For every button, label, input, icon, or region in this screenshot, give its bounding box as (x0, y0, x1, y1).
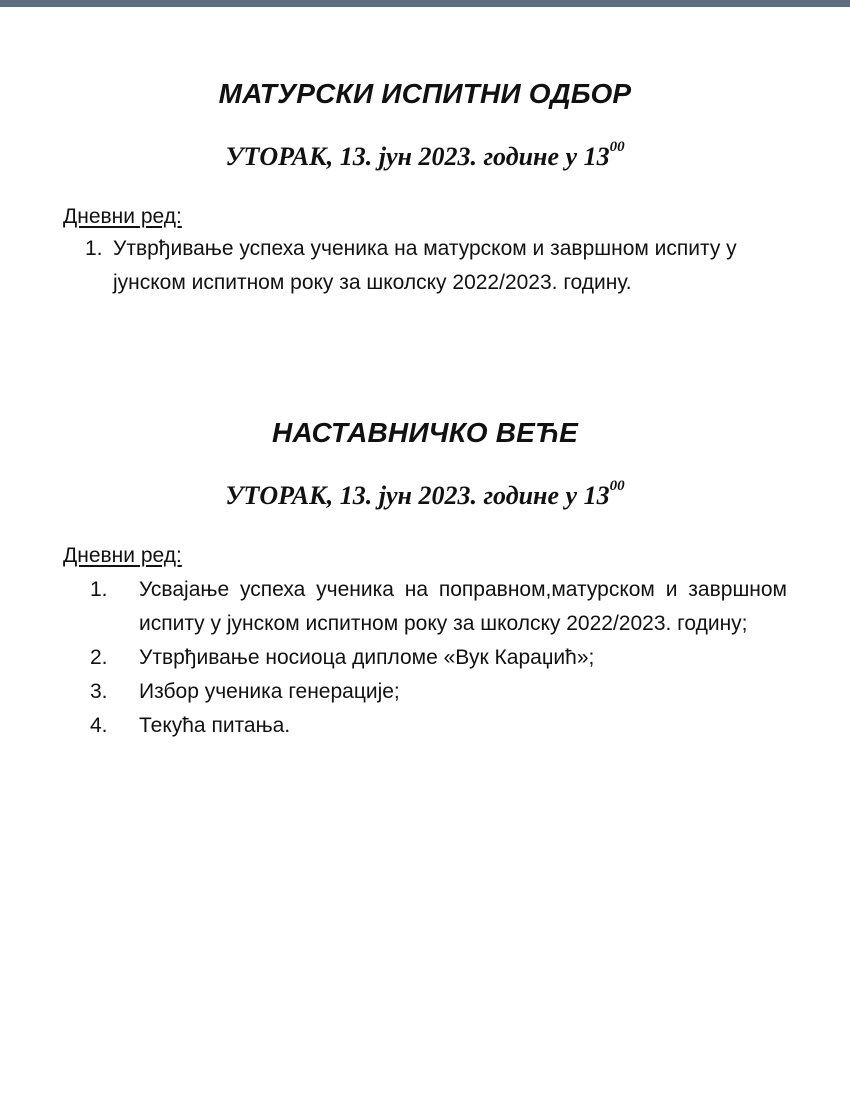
list-item-number: 3. (90, 680, 108, 703)
list-item (90, 675, 790, 709)
section1-agenda-label: Дневни ред: (63, 205, 182, 228)
section2-date-superscript: 00 (609, 478, 625, 495)
section2-title: НАСТАВНИЧКО ВЕЋЕ (272, 417, 578, 448)
section1-title: МАТУРСКИ ИСПИТНИ ОДБОР (218, 78, 632, 109)
list-item-text: Избор ученика генерације; (139, 680, 400, 703)
section1-agenda-list (85, 232, 805, 300)
list-item-text: Утврђивање носиоца дипломе «Вук Караџић»; (139, 646, 595, 669)
section1-date-superscript: 00 (609, 139, 625, 156)
list-item (90, 709, 790, 743)
section2-date (0, 478, 850, 511)
list-item (90, 573, 790, 641)
section1-date-text: УТОРАК, 13. јун 2023. године у 13 (225, 142, 610, 171)
section2-agenda-label: Дневни ред: (63, 544, 182, 567)
list-item-number: 2. (90, 646, 108, 669)
list-item-number: 4. (90, 714, 108, 737)
window-top-bar (0, 0, 850, 7)
section2-date-text: УТОРАК, 13. јун 2023. године у 13 (225, 481, 610, 510)
section1-date (0, 139, 850, 172)
list-item-number: 1. (85, 237, 103, 260)
list-item-number: 1. (90, 578, 108, 601)
list-item-text: Утврђивање успеха ученика на матурском и завршном испиту у јунском испитном року за школску 2022/2023. годину. (113, 237, 737, 294)
list-item-text: Текућа питања. (139, 714, 291, 737)
list-item (90, 641, 790, 675)
list-item-text: Усвајање успеха ученика на поправном,матурском и завршном испиту у јунском испитном року за школску 2022/2023. годину; (139, 578, 787, 635)
list-item (85, 232, 805, 300)
section2-agenda-list (90, 573, 790, 743)
